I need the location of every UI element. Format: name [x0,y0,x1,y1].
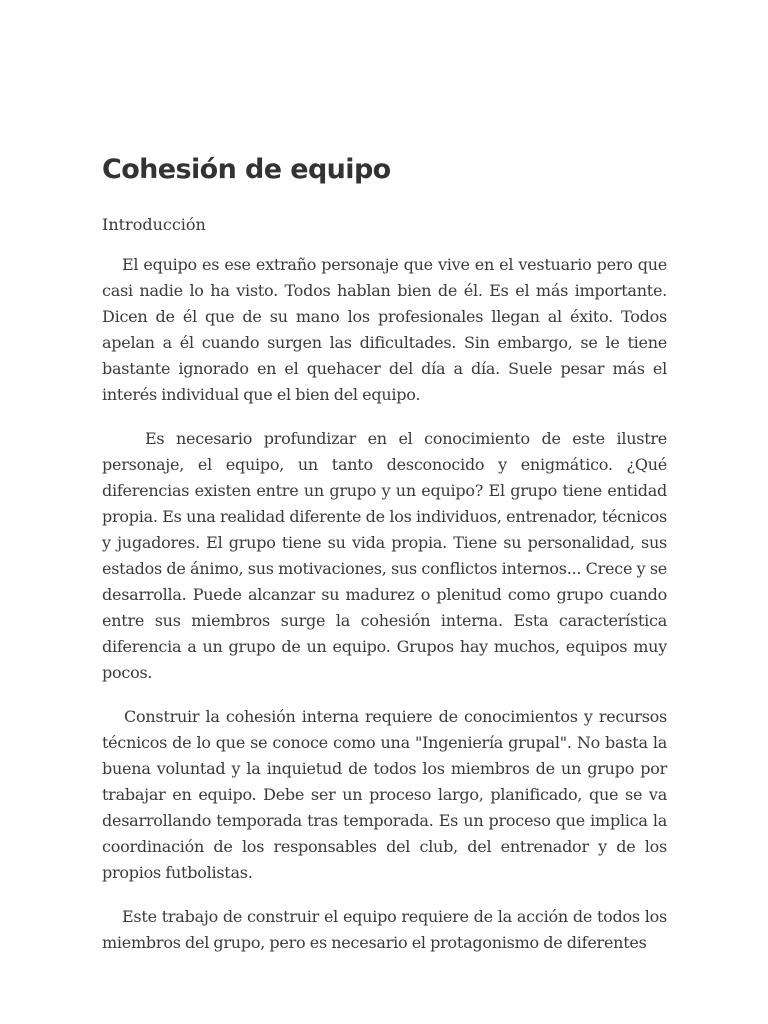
paragraph-4: Este trabajo de construir el equipo requiere de la acción de todos los miembros del grupo, pero es necesario el protagonismo de diferentes [102,907,667,952]
paragraph-2: Es necesario profundizar en el conocimiento de este ilustre personaje, el equipo, un tanto desconocido y enigmático. ¿Qué diferencias existen entre un grupo y un equipo? El grupo tiene entidad propia. Es una realidad diferente de los individuos, entrenador, técnicos y jugadores. El grupo tiene su vida propia. Tiene su personalidad, sus estados de ánimo, sus motivaciones, sus conflictos internos... Crece y se desarrolla. Puede alcanzar su madurez o plenitud como grupo cuando entre sus miembros surge la cohesión interna. Esta característica diferencia a un grupo de un equipo. Grupos hay muchos, equipos muy pocos. [102,429,667,682]
section-heading: Introducción [102,215,206,234]
paragraph-3: Construir la cohesión interna requiere de conocimientos y recursos técnicos de lo que se conoce como una "Ingeniería grupal". No basta la buena voluntad y la inquietud de todos los miembros de un grupo por trabajar en equipo. Debe ser un proceso largo, planificado, que se va desarrollando temporada tras temporada. Es un proceso que implica la coordinación de los responsables del club, del entrenador y de los propios futbolistas. [102,707,667,882]
paragraph-1: El equipo es ese extraño personaje que vive en el vestuario pero que casi nadie lo ha visto. Todos hablan bien de él. Es el más importante. Dicen de él que de su mano los profesionales llegan al éxito. Todos apelan a él cuando surgen las dificultades. Sin embargo, se le tiene bastante ignorado en el quehacer del día a día. Suele pesar más el interés individual que el bien del equipo. [102,255,667,404]
document-page [102,150,667,974]
page-title: Cohesión de equipo [102,154,391,185]
